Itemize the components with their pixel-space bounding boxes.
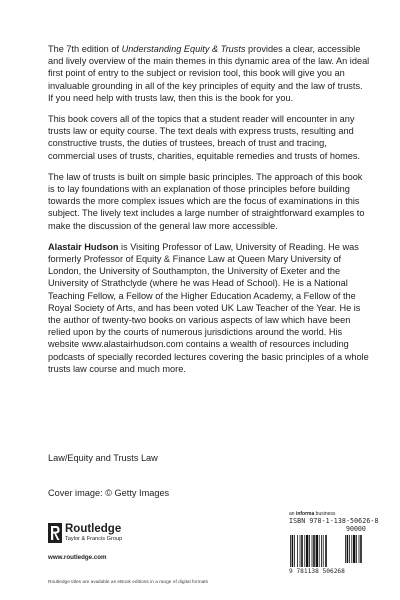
author-bio [48, 241, 370, 375]
routledge-r-icon [48, 523, 62, 543]
blurb-text: provides a clear, accessible and lively overview of the main themes in this dynamic area of the law. An ideal first point of entry to the subject or revision tool, this book will give you an invaluable grounding in all of the key principles of equity and the law of trusts. If you need help with trusts law, then this is the book for you. [48, 44, 370, 103]
barcode-bar [292, 535, 294, 567]
barcode-bar [290, 535, 291, 567]
barcode-addon-bar [360, 535, 362, 563]
publisher-name: Routledge [65, 523, 122, 535]
informa-pre: an [289, 511, 296, 517]
barcode-addon-bar [353, 535, 355, 563]
barcode-bar [301, 535, 303, 567]
blurb-paragraph-2: This book covers all of the topics that a student reader will encounter in any trusts law or equity course. The text deals with express trusts, resulting and constructive trusts, the duties of trustees, breach of trust and tracing, commercial uses of trusts, charities, equitable remedies and trusts of homes. [48, 114, 360, 161]
barcode-addon-bar [345, 535, 346, 563]
barcode-bar [300, 535, 301, 567]
author-bio-text: is Visiting Professor of Law, University of Reading. He was formerly Professor of Equity & Finance Law at Queen Mary University of London, the University of Southampton, the University of Exeter and the University of Strathclyde (where he was Head of School). He is a National Teaching Fellow, a Fellow of the Higher Education Academy, a Fellow of the Royal Society of Arts, and has been voted UK Law Teacher of the Year. He is the author of twenty-two books on various aspects of law which have been relied upon by the courts of numerous jurisdictions around the world. His website www.alastairhudson.com contains a wealth of resources including podcasts of specially recorded lectures covering the basic principles of a whole trusts law course and much more. [48, 241, 369, 374]
blurb-paragraph-1 [48, 43, 370, 104]
barcode-bar [312, 535, 313, 567]
subject-category: Law/Equity and Trusts Law [48, 453, 158, 463]
barcode-bar [313, 535, 315, 567]
book-title: Understanding Equity & Trusts [121, 44, 246, 54]
publisher-website: www.routledge.com [48, 554, 107, 561]
barcode-bar [309, 535, 310, 567]
ebook-footnote: Routledge titles are available as eBook editions in a range of digital formats [48, 580, 208, 585]
barcode-bar [321, 535, 322, 567]
barcode-addon-bar [359, 535, 360, 563]
barcode-bar [297, 535, 298, 567]
barcode-bar [319, 535, 320, 567]
isbn-label: ISBN 978-1-138-50626-8 [289, 517, 379, 525]
publisher-group: Taylor & Francis Group [65, 536, 123, 542]
barcode-addon-bar [349, 535, 350, 563]
barcode-addon-bar [356, 535, 357, 563]
informa-brand: informa [295, 511, 315, 517]
barcode-bar [323, 535, 324, 567]
barcode-bar [304, 535, 305, 567]
back-cover-copy [48, 0, 370, 384]
cover-credit: Cover image: © Getty Images [48, 488, 170, 498]
barcode-bar [316, 535, 318, 567]
barcode-bar [325, 535, 327, 567]
barcode-bar [294, 535, 295, 567]
barcode-number: 9 781138 506268 [289, 568, 345, 575]
blurb-paragraph-3: The law of trusts is built on simple basic principles. The approach of this book is to lay foundations with an explanation of those principles before building towards the more complex issues which are the focus of examinations in this subject. The lively text includes a large number of straightforward examples to make the discussion of the general law more accessible. [48, 171, 365, 231]
barcode-bar [306, 535, 308, 567]
informa-post: business [314, 511, 336, 517]
barcode-addon-number: 90000 [346, 525, 366, 533]
author-name: Alastair Hudson [48, 241, 119, 252]
blurb-text: The 7th edition of [48, 44, 122, 54]
barcode-addon-bar [351, 535, 352, 563]
barcode-addon-bar [347, 535, 349, 563]
